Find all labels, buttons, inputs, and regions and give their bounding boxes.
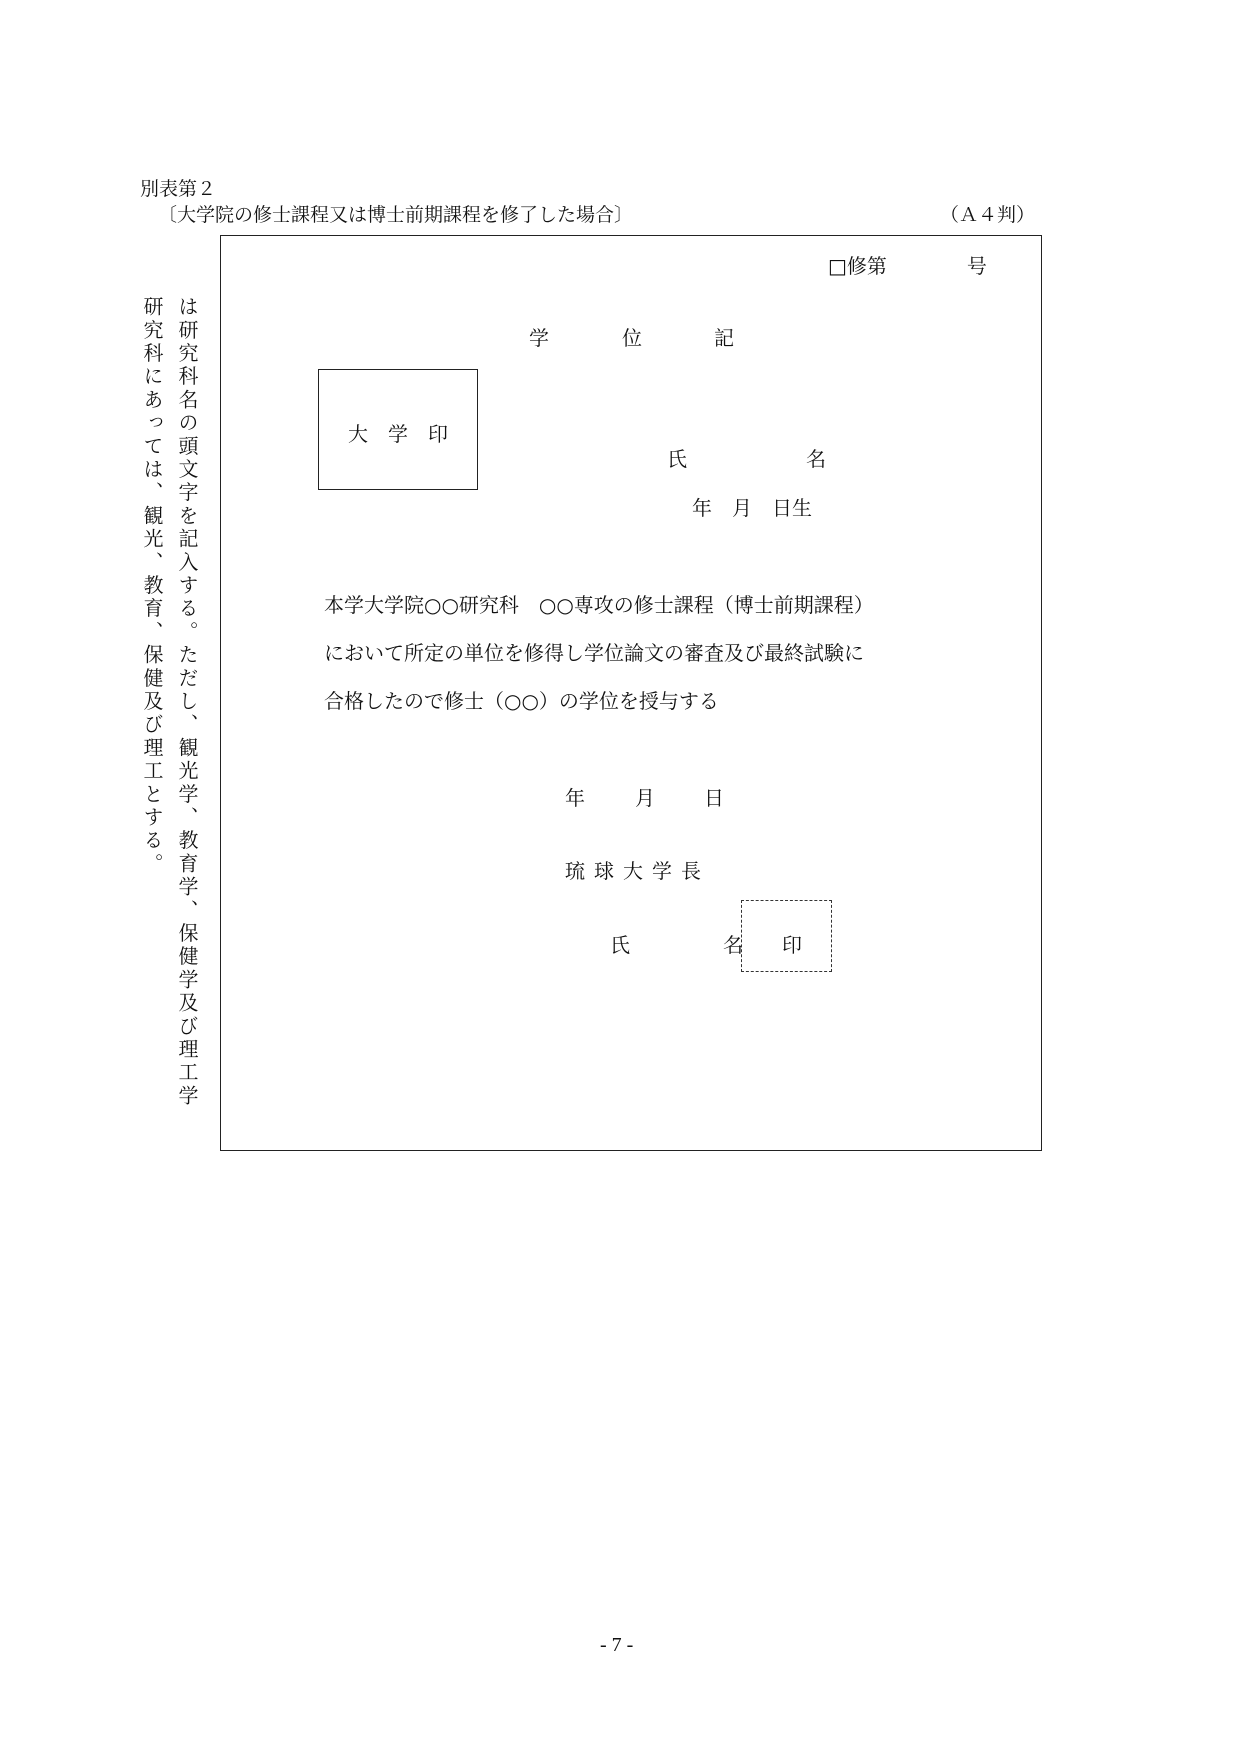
side-note-line-2: 研究科にあっては、観光、教育、保健及び理工とする。 [140, 296, 164, 876]
birth-date: 年 月 日生 [692, 496, 812, 520]
issue-date-day: 日 [704, 786, 724, 810]
name-label-given: 名 [806, 447, 826, 471]
signer-given-label: 名 [723, 933, 743, 957]
page-number: - 7 - [600, 1634, 634, 1656]
signer-surname-label: 氏 [610, 933, 630, 957]
body-line-2: において所定の単位を修得し学位論文の審査及び最終試験に [324, 641, 864, 665]
stamp-label: 印 [782, 933, 802, 957]
paper-size-note: （Ａ４判） [940, 204, 1036, 226]
body-line-1: 本学大学院○○研究科 ○○専攻の修士課程（博士前期課程） [324, 593, 874, 617]
university-seal-label: 大 学 印 [348, 422, 448, 446]
title-char-1: 学 [529, 326, 549, 350]
form-label: 別表第２ [140, 178, 217, 200]
title-char-2: 位 [622, 326, 642, 350]
issue-date-year: 年 [565, 786, 585, 810]
certificate-number: □修第 号 [828, 254, 987, 278]
name-label-surname: 氏 [667, 447, 687, 471]
body-line-3: 合格したので修士（○○）の学位を授与する [324, 689, 719, 713]
title-char-3: 記 [714, 326, 734, 350]
issuer-title: 琉球大学長 [565, 859, 710, 883]
side-note-line-1: は研究科名の頭文字を記入する。ただし、観光学、教育学、保健学及び理工学 [175, 296, 199, 1108]
form-subtitle: 〔大学院の修士課程又は博士前期課程を修了した場合〕 [158, 204, 634, 226]
issue-date-month: 月 [635, 786, 655, 810]
